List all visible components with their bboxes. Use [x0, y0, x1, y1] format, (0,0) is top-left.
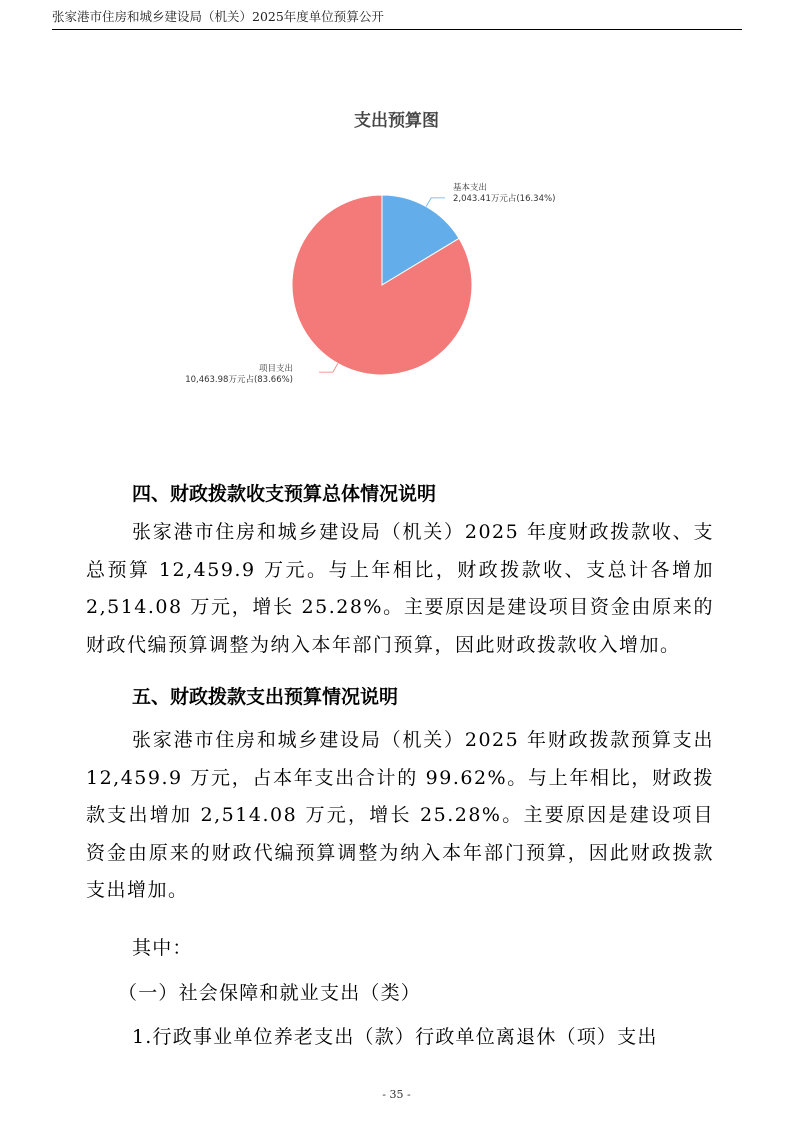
- slice-name-project: 项目支出: [258, 364, 293, 374]
- page-header: 张家港市住房和城乡建设局（机关）2025年度单位预算公开: [52, 8, 742, 30]
- slice-value-basic: 2,043.41万元占(16.34%): [453, 194, 556, 204]
- page-number: - 35 -: [382, 1088, 411, 1101]
- pie-chart: [185, 175, 600, 395]
- section-4-title: 四、财政拨款收支预算总体情况说明: [132, 483, 437, 505]
- section-4-body: 张家港市住房和城乡建设局（机关）2025 年度财政拨款收、支总预算 12,459.9 万元。与上年相比，财政拨款收、支总计各增加 2,514.08 万元，增长 25.28%。主要原因是建设项目资金由原来的财政代编预算调整为纳入本年部门预算，因此财政拨款收入增加。: [86, 521, 714, 656]
- slice-value-project: 10,463.98万元占(83.66%): [185, 375, 293, 385]
- chart-title: 支出预算图: [354, 111, 439, 131]
- leader-line-basic: [426, 198, 445, 207]
- slice-name-basic: 基本支出: [453, 183, 488, 193]
- among-label: 其中：: [132, 937, 193, 959]
- leader-line-project: [319, 363, 338, 372]
- section-5-body: 张家港市住房和城乡建设局（机关）2025 年财政拨款预算支出 12,459.9 万元，占本年支出合计的 99.62%。与上年相比，财政拨款支出增加 2,514.08 万元，增长 25.28%。主要原因是建设项目资金由原来的财政代编预算调整为纳入本年部门预算，因此财政拨款支出增加。: [86, 729, 714, 901]
- section-5-title: 五、财政拨款支出预算情况说明: [132, 686, 399, 708]
- item-1: 1.行政事业单位养老支出（款）行政单位离退休（项）支出: [132, 1026, 658, 1048]
- category-1: （一）社会保障和就业支出（类）: [118, 982, 422, 1004]
